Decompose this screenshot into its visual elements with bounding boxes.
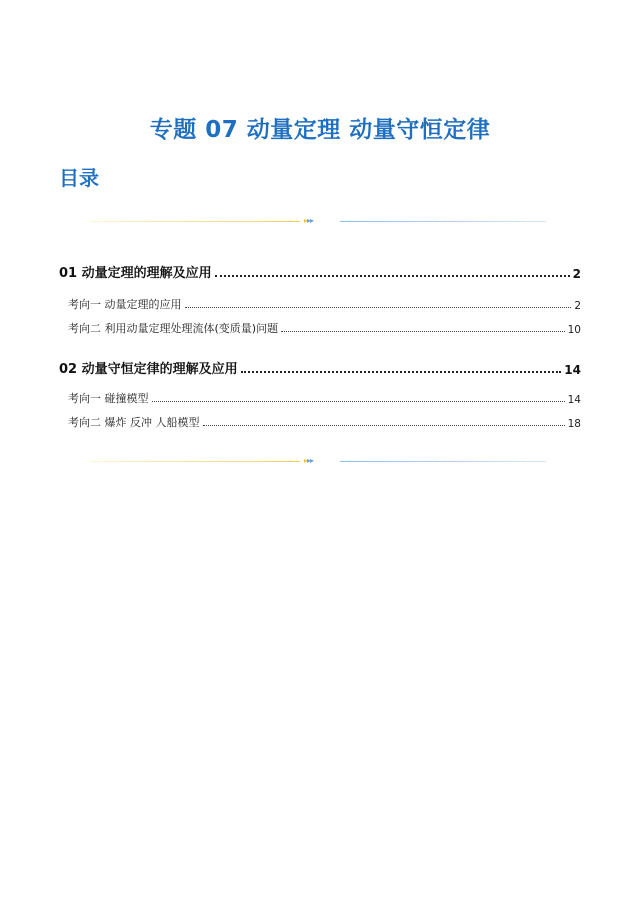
toc-entry-page: 14	[564, 363, 581, 377]
toc-entry-02[interactable]	[59, 358, 581, 377]
top-divider	[90, 217, 550, 227]
toc-leader-dots	[185, 307, 572, 308]
toc-leader-dots	[215, 275, 570, 277]
toc-leader-dots	[281, 331, 565, 332]
divider-right-line	[340, 461, 546, 462]
toc-entry-page: 18	[567, 418, 581, 430]
toc-heading: 目录	[59, 166, 99, 190]
toc-entry-label: 考向一 碰撞模型	[68, 392, 149, 405]
toc-entry-page: 2	[572, 267, 581, 281]
divider-left-line	[90, 221, 300, 222]
toc-entry-01-2[interactable]	[68, 320, 581, 336]
toc-entry-page: 14	[567, 394, 581, 406]
bottom-divider	[90, 457, 550, 467]
toc-entry-label: 考向一 动量定理的应用	[68, 298, 182, 311]
toc-entry-page: 2	[574, 300, 581, 312]
divider-arrows-icon: ▸▸▸	[304, 456, 314, 465]
toc-leader-dots	[203, 425, 565, 426]
toc-entry-label: 考向二 利用动量定理处理流体(变质量)问题	[68, 322, 279, 335]
toc-entry-page: 10	[567, 324, 581, 336]
toc-entry-label: 02 动量守恒定律的理解及应用	[59, 362, 238, 377]
toc-entry-label: 考向二 爆炸 反冲 人船模型	[68, 416, 200, 429]
divider-arrows-icon: ▸▸▸	[304, 216, 314, 225]
toc-entry-02-2[interactable]	[68, 414, 581, 430]
divider-left-line	[90, 461, 300, 462]
toc-entry-01-1[interactable]	[68, 296, 581, 312]
toc-entry-02-1[interactable]	[68, 390, 581, 406]
document-title: 专题 07 动量定理 动量守恒定律	[149, 117, 491, 143]
divider-right-line	[340, 221, 546, 222]
toc-leader-dots	[241, 371, 562, 373]
toc-leader-dots	[152, 401, 565, 402]
toc-entry-label: 01 动量定理的理解及应用	[59, 266, 212, 281]
toc-entry-01[interactable]	[59, 262, 581, 281]
